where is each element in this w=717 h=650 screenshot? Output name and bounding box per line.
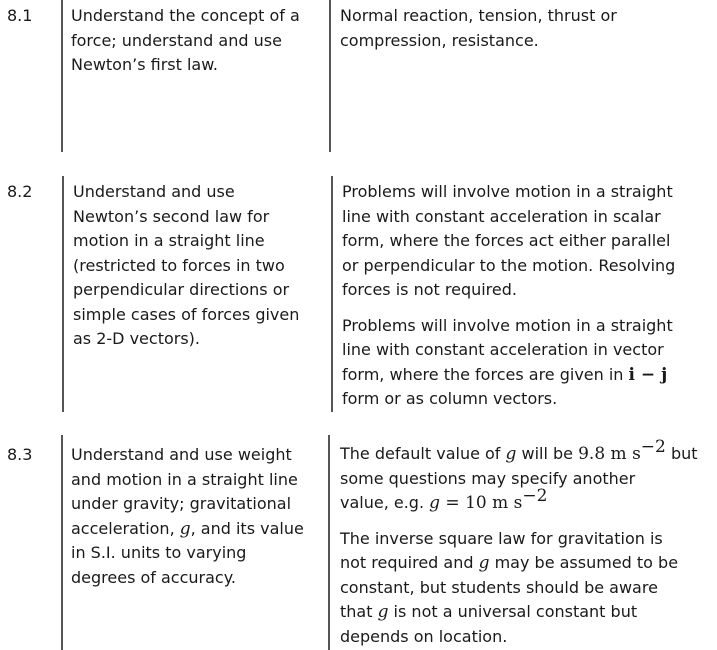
- guidance-line: Problems will involve motion in a straight: [342, 315, 673, 335]
- gravity-value: = 10 m s: [440, 493, 523, 513]
- guidance-line: some questions may specify another: [340, 468, 636, 488]
- guidance-line-text: is not a universal constant but: [388, 602, 638, 621]
- content-line: degrees of accuracy.: [71, 567, 236, 587]
- guidance-line: [340, 600, 698, 625]
- exponent: −2: [640, 437, 666, 457]
- guidance-text: [342, 180, 675, 412]
- column-divider: [331, 176, 333, 412]
- spec-row-8-2: [0, 170, 717, 415]
- content-line: Understand the concept of a: [71, 6, 300, 25]
- paragraph-gap: [340, 516, 698, 527]
- guidance-text: [340, 4, 617, 53]
- content-line: perpendicular directions or: [73, 280, 290, 299]
- column-divider: [329, 0, 331, 152]
- content-line: Newton’s second law for: [73, 206, 270, 226]
- variable-g: g: [179, 518, 191, 539]
- content-line: in S.I. units to varying: [71, 543, 247, 562]
- guidance-line: [342, 363, 675, 388]
- guidance-line-text: not required and: [340, 553, 479, 572]
- content-line: simple cases of forces given: [73, 304, 300, 324]
- content-line: (restricted to forces in two: [73, 255, 285, 275]
- column-divider: [62, 176, 64, 412]
- guidance-line-text: value, e.g.: [340, 493, 430, 512]
- content-line: motion in a straight line: [73, 231, 265, 250]
- paragraph-gap: [342, 303, 675, 314]
- content-line: under gravity; gravitational: [71, 494, 292, 513]
- spec-row-8-1: [0, 0, 717, 160]
- column-divider: [328, 435, 330, 650]
- variable-g: g: [505, 444, 517, 464]
- content-text: [71, 4, 300, 78]
- guidance-line: constant, but students should be aware: [340, 577, 658, 597]
- content-line: force; understand and use: [71, 30, 282, 50]
- variable-g: g: [478, 553, 490, 573]
- row-number: 8.2: [7, 182, 33, 201]
- content-line: Newton’s first law.: [71, 55, 218, 74]
- guidance-line: form, where the forces act either parallel: [342, 231, 671, 250]
- content-line: and motion in a straight line: [71, 469, 298, 489]
- guidance-line-text: form, where the forces are given in: [342, 364, 624, 384]
- spec-row-8-3: [0, 432, 717, 650]
- guidance-line: forces is not required.: [342, 280, 517, 299]
- content-line: as 2-D vectors).: [73, 329, 200, 348]
- content-line-text: , and its value: [190, 518, 304, 538]
- variable-g: g: [377, 602, 389, 622]
- guidance-line: line with constant acceleration in vector: [342, 340, 664, 359]
- row-number: 8.1: [7, 6, 33, 25]
- guidance-text: [340, 437, 698, 649]
- guidance-line: [340, 486, 698, 516]
- guidance-line: The inverse square law for gravitation is: [340, 528, 663, 548]
- guidance-line-text: may be assumed to be: [489, 553, 679, 572]
- variable-g: g: [429, 493, 441, 513]
- content-line: Understand and use: [73, 182, 235, 201]
- guidance-line-text: The default value of: [340, 444, 506, 463]
- vector-expression: i − j: [628, 364, 668, 385]
- column-divider: [61, 0, 63, 152]
- guidance-line: or perpendicular to the motion. Resolving: [342, 255, 676, 275]
- exponent: −2: [522, 486, 548, 506]
- content-line-text: acceleration,: [71, 518, 180, 538]
- content-line: [71, 517, 304, 542]
- column-divider: [61, 435, 63, 650]
- guidance-line-text: will be: [516, 444, 579, 463]
- guidance-line: depends on location.: [340, 626, 508, 646]
- guidance-line: Normal reaction, tension, thrust or: [340, 6, 617, 25]
- guidance-line: [340, 551, 698, 576]
- row-number: 8.3: [7, 445, 33, 464]
- guidance-line: Problems will involve motion in a straight: [342, 182, 673, 201]
- guidance-line-text: but: [665, 444, 698, 463]
- guidance-line: [340, 437, 698, 467]
- guidance-line: line with constant acceleration in scalar: [342, 206, 661, 226]
- gravity-value: 9.8 m s: [578, 444, 641, 464]
- content-text: [73, 180, 299, 352]
- guidance-line: form or as column vectors.: [342, 389, 558, 408]
- content-line: Understand and use weight: [71, 445, 292, 464]
- guidance-line: compression, resistance.: [340, 30, 539, 50]
- guidance-line-text: that: [340, 602, 378, 621]
- content-text: [71, 443, 304, 590]
